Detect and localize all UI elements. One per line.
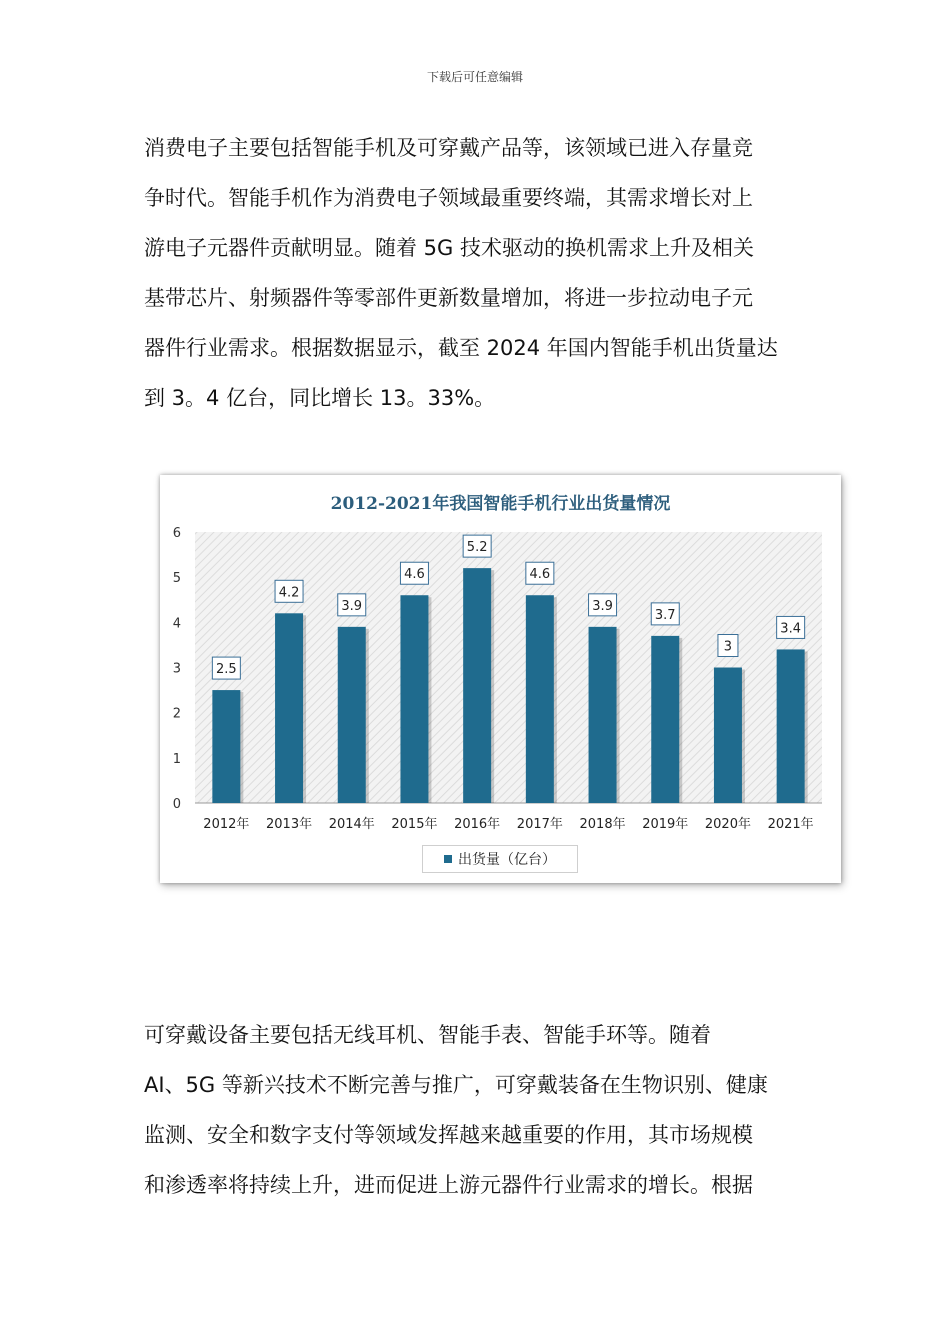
x-tick-label: 2016年: [454, 817, 501, 832]
bar: [212, 690, 240, 803]
x-tick-label: 2012年: [203, 817, 250, 832]
text-line: 争时代。智能手机作为消费电子领域最重要终端，其需求增长对上: [144, 186, 753, 210]
paragraph-smartphones: [144, 123, 814, 423]
data-label: 3: [723, 639, 733, 655]
data-label: 4.6: [529, 567, 551, 583]
legend-swatch: [444, 855, 452, 863]
bar: [463, 568, 491, 803]
data-label: 4.2: [278, 585, 300, 601]
page-header-note: 下载后可任意编辑: [426, 70, 523, 84]
chart-card: [160, 475, 841, 883]
text-line: 基带芯片、射频器件等零部件更新数量增加，将进一步拉动电子元: [144, 286, 753, 310]
x-tick-label: 2021年: [767, 817, 814, 832]
text-line: 可穿戴设备主要包括无线耳机、智能手表、智能手环等。随着: [144, 1023, 711, 1047]
text-line: 和渗透率将持续上升，进而促进上游元器件行业需求的增长。根据: [144, 1173, 753, 1197]
data-label: 3.4: [780, 621, 801, 637]
chart-legend: [422, 845, 578, 873]
data-label: 3.9: [341, 598, 363, 614]
y-tick-label: 4: [172, 616, 181, 632]
bar-chart: [160, 475, 841, 883]
x-tick-label: 2014年: [328, 817, 375, 832]
bar: [526, 595, 554, 803]
y-tick-label: 5: [172, 571, 181, 587]
data-label: 3.7: [654, 607, 676, 623]
bar: [651, 636, 679, 803]
x-tick-label: 2013年: [266, 817, 313, 832]
data-label: 2.5: [216, 662, 237, 678]
data-label: 5.2: [466, 540, 488, 556]
text-line: 消费电子主要包括智能手机及可穿戴产品等，该领域已进入存量竞: [144, 136, 753, 160]
x-tick-label: 2020年: [704, 817, 751, 832]
x-tick-label: 2017年: [516, 817, 563, 832]
text-line: AI、5G 等新兴技术不断完善与推广，可穿戴装备在生物识别、健康: [144, 1073, 768, 1097]
chart-title: 2012-2021年我国智能手机行业出货量情况: [330, 494, 671, 514]
y-tick-label: 1: [172, 751, 181, 767]
y-tick-label: 0: [172, 797, 181, 812]
text-line: 监测、安全和数字支付等领域发挥越来越重要的作用，其市场规模: [144, 1123, 753, 1147]
paragraph-wearables: [144, 1010, 814, 1210]
bar: [275, 613, 303, 803]
text-line: 器件行业需求。根据数据显示，截至 2024 年国内智能手机出货量达: [144, 336, 778, 360]
x-tick-label: 2019年: [642, 817, 689, 832]
data-label: 4.6: [404, 567, 425, 583]
text-line: 游电子元器件贡献明显。随着 5G 技术驱动的换机需求上升及相关: [144, 236, 754, 260]
y-tick-label: 6: [172, 526, 181, 541]
bar: [714, 668, 742, 804]
data-label: 3.9: [592, 598, 613, 614]
x-tick-label: 2018年: [579, 817, 626, 832]
y-tick-label: 3: [172, 661, 181, 677]
bar: [338, 627, 366, 803]
bar: [400, 595, 428, 803]
y-tick-label: 2: [172, 706, 181, 722]
bar: [589, 627, 617, 803]
x-tick-label: 2015年: [391, 817, 438, 832]
bar: [777, 649, 805, 803]
legend-label: 出货量（亿台）: [458, 852, 556, 868]
text-line: 到 3。4 亿台，同比增长 13。33%。: [144, 386, 496, 410]
